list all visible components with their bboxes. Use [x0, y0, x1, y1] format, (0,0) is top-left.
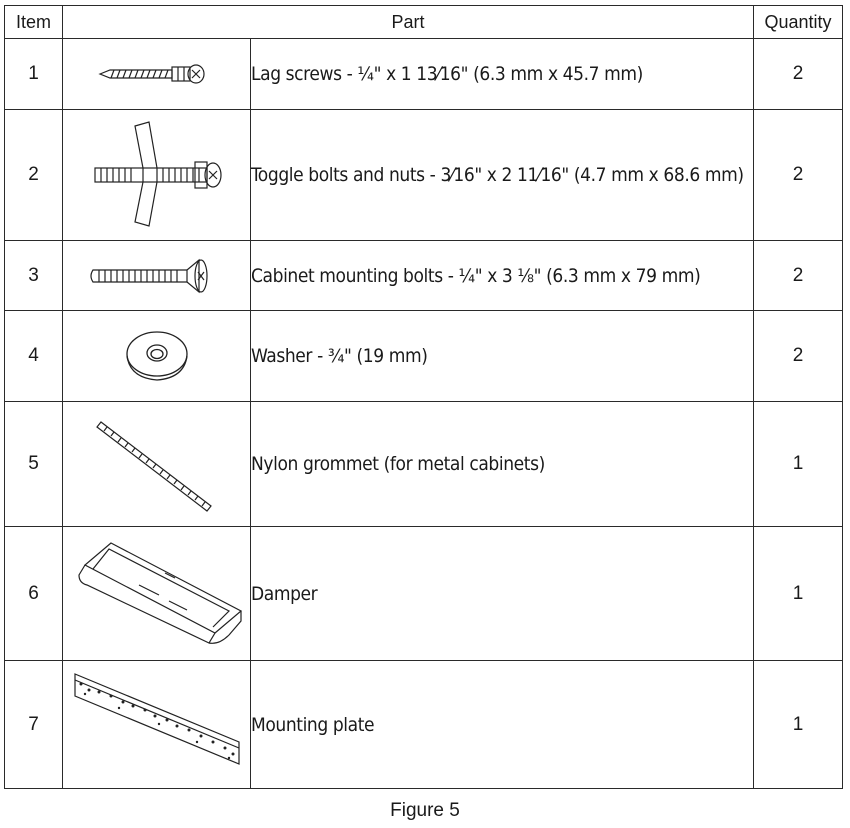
part-image — [63, 661, 251, 789]
item-number: 3 — [5, 241, 63, 311]
table-row — [5, 527, 843, 661]
part-quantity: 1 — [754, 661, 843, 789]
item-number: 7 — [5, 661, 63, 789]
part-quantity: 1 — [754, 402, 843, 527]
table-row — [5, 241, 843, 311]
table-row — [5, 661, 843, 789]
part-quantity: 2 — [754, 241, 843, 311]
part-image — [63, 311, 251, 402]
part-image — [63, 402, 251, 527]
damper-icon — [69, 539, 245, 649]
part-quantity: 2 — [754, 39, 843, 110]
header-row — [5, 6, 843, 39]
cabinet-bolt-icon — [87, 256, 227, 296]
washer-icon — [122, 328, 192, 384]
part-description: Damper — [251, 527, 754, 661]
item-number: 6 — [5, 527, 63, 661]
header-item: Item — [5, 6, 63, 39]
table-row — [5, 110, 843, 241]
part-image — [63, 39, 251, 110]
item-number: 4 — [5, 311, 63, 402]
nylon-grommet-icon — [87, 414, 227, 514]
item-number: 2 — [5, 110, 63, 241]
item-number: 5 — [5, 402, 63, 527]
part-image — [63, 110, 251, 241]
part-description: Lag screws - ¼" x 1 13⁄16" (6.3 mm x 45.7 mm) — [251, 39, 754, 110]
item-number: 1 — [5, 39, 63, 110]
table-row — [5, 402, 843, 527]
part-quantity: 1 — [754, 527, 843, 661]
mounting-plate-icon — [69, 670, 245, 780]
part-quantity: 2 — [754, 110, 843, 241]
part-description: Cabinet mounting bolts - ¼" x 3 ⅛" (6.3 mm x 79 mm) — [251, 241, 754, 311]
part-image — [63, 527, 251, 661]
header-quantity: Quantity — [754, 6, 843, 39]
figure-caption: Figure 5 — [390, 800, 460, 821]
part-image — [63, 241, 251, 311]
part-quantity: 2 — [754, 311, 843, 402]
table-row — [5, 311, 843, 402]
part-description: Washer - ¾" (19 mm) — [251, 311, 754, 402]
part-description: Nylon grommet (for metal cabinets) — [251, 402, 754, 527]
table-row — [5, 39, 843, 110]
header-part: Part — [63, 6, 754, 39]
part-description: Mounting plate — [251, 661, 754, 789]
toggle-bolt-icon — [87, 120, 227, 230]
parts-table — [4, 5, 843, 789]
lag-screw-icon — [92, 59, 222, 89]
part-description: Toggle bolts and nuts - 3⁄16" x 2 11⁄16" (4.7 mm x 68.6 mm) — [251, 110, 754, 241]
